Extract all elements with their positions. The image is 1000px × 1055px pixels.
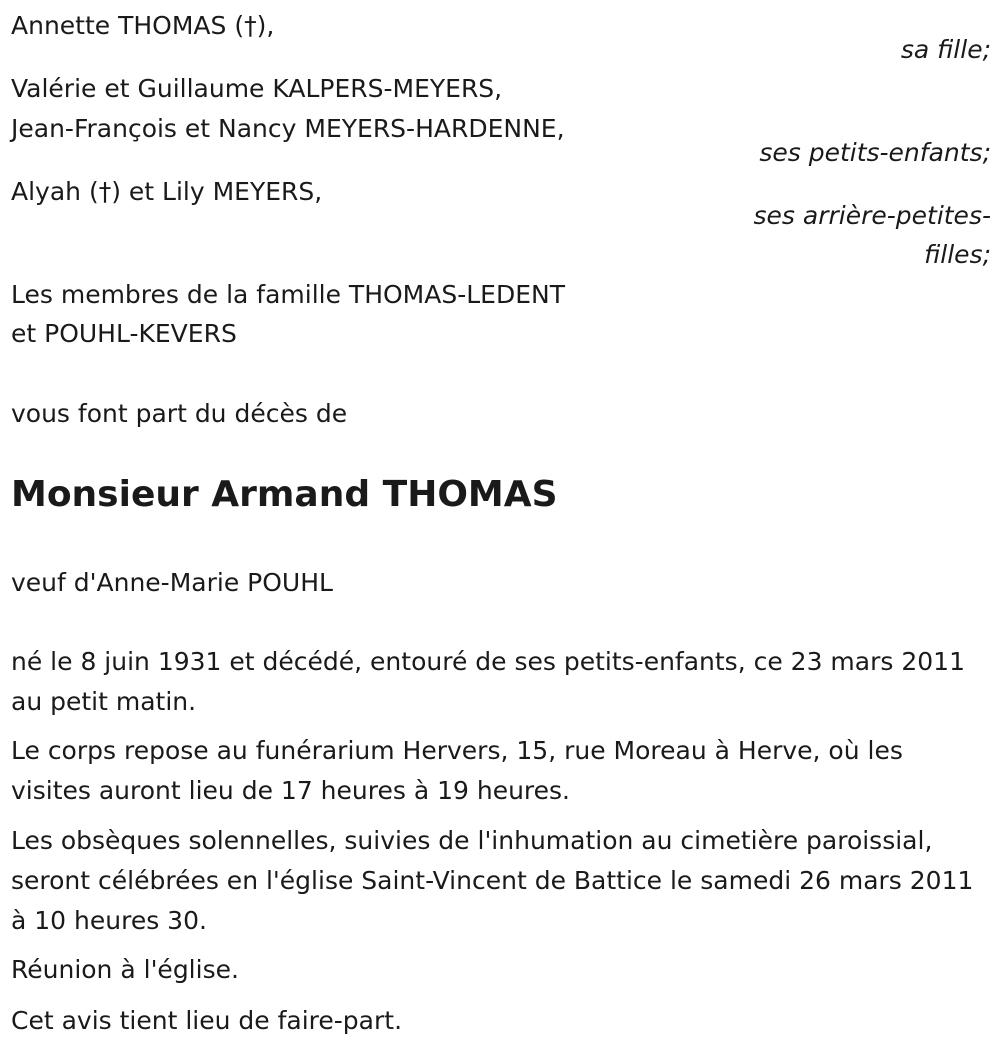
family-line-daughter: Annette THOMAS (†), [11, 11, 275, 40]
deceased-name: Monsieur Armand THOMAS [11, 474, 558, 515]
detail-reunion: Réunion à l'église. [11, 955, 239, 984]
detail-funerarium: Le corps repose au funérarium Hervers, 15, rue Moreau à Herve, où les visites auront lieu de 17 heures à 19 heures. [11, 736, 903, 805]
relation-daughter: sa fille; [900, 35, 991, 64]
family-line-members-1: Les membres de la famille THOMAS-LEDENT [11, 280, 565, 309]
relation-grandchildren: ses petits-enfants; [759, 138, 991, 167]
family-line-members-2: et POUHL-KEVERS [11, 319, 237, 348]
detail-funeral: Les obsèques solennelles, suivies de l'inhumation au cimetière paroissial, seront célébrées en l'église Saint-Vincent de Battice le samedi 26 mars 2011 à 10 heures 30. [11, 826, 974, 935]
family-line-grandchildren-1: Valérie et Guillaume KALPERS-MEYERS, [11, 74, 503, 103]
relation-great-grandchildren-2: filles; [924, 240, 991, 269]
detail-birth-death: né le 8 juin 1931 et décédé, entouré de ses petits-enfants, ce 23 mars 2011 au petit matin. [11, 647, 965, 716]
family-line-great-grandchildren: Alyah (†) et Lily MEYERS, [11, 177, 323, 206]
widower-line: veuf d'Anne-Marie POUHL [11, 568, 333, 597]
detail-notice: Cet avis tient lieu de faire-part. [11, 1006, 403, 1035]
relation-great-grandchildren-1: ses arrière-petites- [753, 201, 991, 230]
family-line-grandchildren-2: Jean-François et Nancy MEYERS-HARDENNE, [11, 114, 565, 143]
announcement-intro: vous font part du décès de [11, 399, 348, 428]
